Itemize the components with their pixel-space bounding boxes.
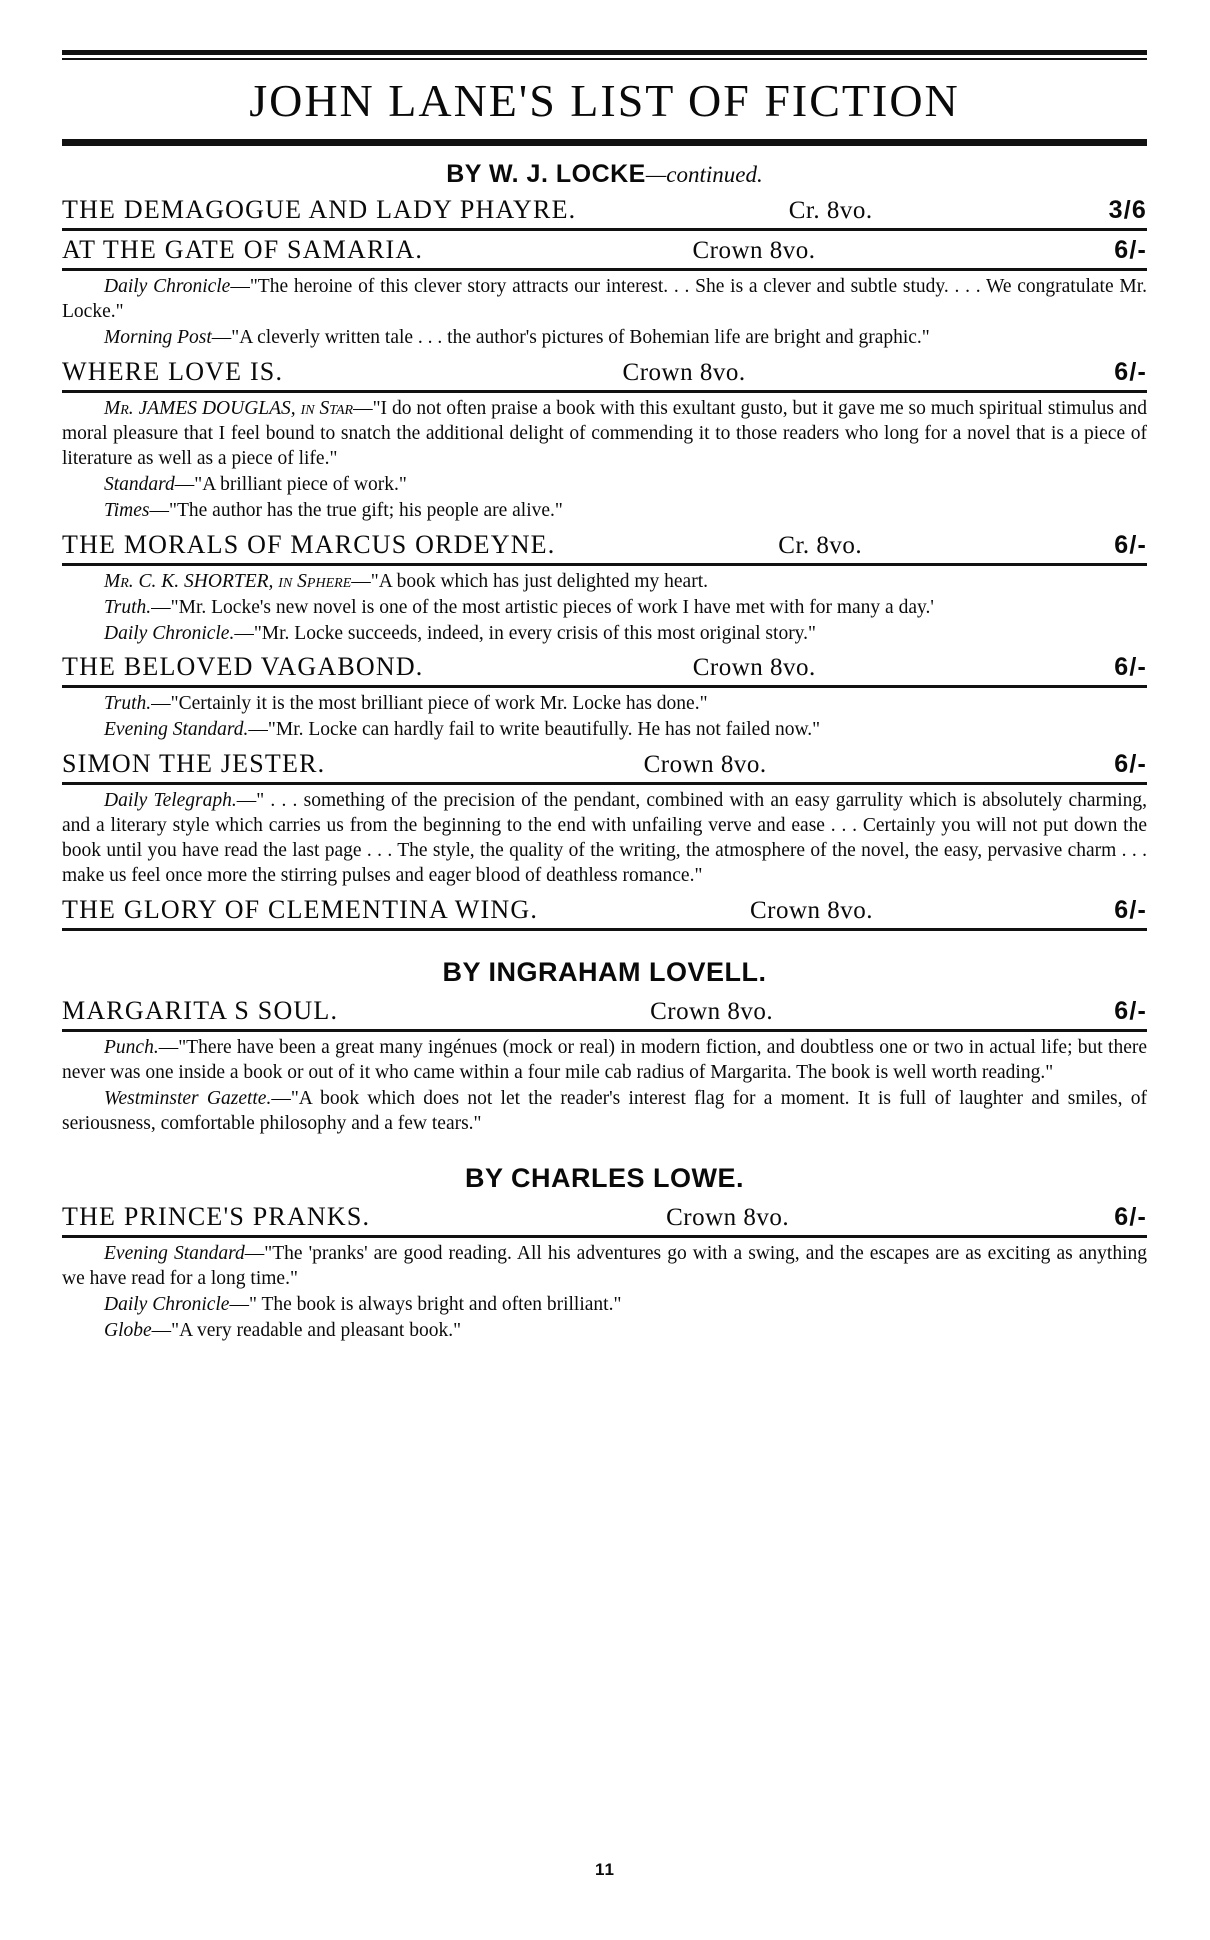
- review-quote: [62, 326, 1147, 351]
- book-format: Cr. 8vo.: [778, 531, 863, 559]
- quote-text: —" . . . something of the precision of the pendant, combined with an easy garrulity which is absolutely charming, and a literary style which carries us from the beginning to the end with unfailing verve and ease . . . Certainly you will not put down the book until you have read the last page . . . The style, the quality of the writing, the atmosphere of the novel, the easy, pervasive charm . . . make us feel once more the stirring pulses and eager blood of deathless romance.": [62, 790, 1147, 887]
- book-entry-simon-the-jester: [62, 749, 1147, 785]
- book-title: MARGARITA S SOUL.: [62, 996, 339, 1026]
- quote-source: Daily Telegraph.: [104, 790, 237, 812]
- quote-text: —"The 'pranks' are good reading. All his adventures go with a swing, and the escapes are as exciting as anything we have read for a long time.": [62, 1243, 1147, 1289]
- quote-source: Daily Chronicle: [104, 1293, 230, 1315]
- quote-source: Daily Chronicle: [104, 276, 231, 297]
- book-entry-samaria: [62, 235, 1147, 271]
- review-quote: [62, 1036, 1147, 1086]
- review-quotes: [62, 692, 1147, 743]
- page-title-text: JOHN LANE'S LIST OF FICTION: [249, 75, 960, 126]
- quote-text: —"A cleverly written tale . . . the author's pictures of Bohemian life are bright and graphic.": [211, 326, 930, 348]
- page-title: [62, 74, 1147, 127]
- book-title: AT THE GATE OF SAMARIA.: [62, 235, 424, 264]
- review-quotes: [62, 1242, 1147, 1344]
- quote-text: —"A book which has just delighted my heart.: [351, 570, 708, 592]
- book-price: 6/-: [1114, 1203, 1147, 1232]
- quote-source: Westminster Gazette.: [104, 1088, 272, 1110]
- author-heading-lovell: [62, 957, 1147, 988]
- quote-text: —"A very readable and pleasant book.": [151, 1319, 462, 1341]
- quote-text: —" The book is always bright and often brilliant.": [229, 1293, 622, 1315]
- book-entry-marcus-ordeyne: [62, 530, 1147, 566]
- quote-text: —"Mr. Locke succeeds, indeed, in every crisis of this most original story.": [234, 622, 817, 644]
- book-entry-beloved-vagabond: [62, 652, 1147, 688]
- header-rule-top: [62, 50, 1147, 55]
- book-format: Crown 8vo.: [692, 654, 816, 682]
- book-price: 6/-: [1114, 236, 1147, 264]
- book-format: Crown 8vo.: [643, 751, 767, 779]
- quote-source: Evening Standard.: [104, 719, 249, 741]
- book-title: THE BELOVED VAGABOND.: [62, 652, 424, 682]
- review-quote: [62, 473, 1147, 498]
- review-quote: [62, 570, 1147, 595]
- book-entry-margaritas-soul: [62, 996, 1147, 1032]
- review-quote: [62, 397, 1147, 472]
- quote-source: Mr. JAMES DOUGLAS, in Star: [104, 397, 354, 419]
- quote-source: Times: [104, 499, 150, 521]
- book-title: THE DEMAGOGUE AND LADY PHAYRE.: [62, 195, 577, 224]
- page-folio: 11: [595, 1860, 615, 1879]
- quote-source: Morning Post: [104, 326, 212, 348]
- book-entry-demagogue: [62, 195, 1147, 231]
- book-title: WHERE LOVE IS.: [62, 356, 284, 386]
- book-format: Crown 8vo.: [692, 237, 816, 264]
- quote-text: —"Certainly it is the most brilliant piece of work Mr. Locke has done.": [151, 693, 708, 715]
- review-quote: [62, 718, 1147, 743]
- quote-source: Mr. C. K. SHORTER, in Sphere: [104, 570, 352, 592]
- book-format: Crown 8vo.: [750, 897, 874, 925]
- quote-text: —"The heroine of this clever story attracts our interest. . . She is a clever and subtle study. . . . We congratulate Mr. Locke.": [62, 276, 1148, 322]
- review-quote: [62, 1242, 1147, 1292]
- quote-source: Daily Chronicle.: [104, 622, 235, 644]
- author-name: BY INGRAHAM LOVELL.: [442, 957, 767, 988]
- review-quotes: [62, 789, 1147, 889]
- book-price: 3/6: [1108, 196, 1147, 224]
- review-quotes: [62, 570, 1147, 647]
- review-quote: [62, 275, 1147, 325]
- book-entry-princes-pranks: [62, 1202, 1147, 1238]
- quote-text: —"A book which does not let the reader's interest flag for a moment. It is full of laughter and smiles, of seriousness, comfortable philosophy and a few tears.": [62, 1088, 1147, 1135]
- review-quotes: [62, 397, 1147, 524]
- quote-source: Punch.: [104, 1037, 159, 1059]
- quote-text: —"I do not often praise a book with this exultant gusto, but it gave me so much spiritual stimulus and moral pleasure that I feel bound to snatch the additional delight of commending it to those readers who long for a novel that is a piece of literature as well as a piece of life.": [62, 397, 1147, 469]
- book-format: Cr. 8vo.: [788, 197, 873, 224]
- book-entry-where-love-is: [62, 357, 1147, 393]
- review-quote: [62, 789, 1147, 889]
- book-title: SIMON THE JESTER.: [62, 749, 326, 779]
- review-quote: [62, 1293, 1147, 1318]
- header-rule-bottom-thin: [62, 144, 1147, 146]
- review-quotes: [62, 1036, 1147, 1137]
- book-title: THE GLORY OF CLEMENTINA WING.: [62, 895, 539, 925]
- author-continued: —continued.: [645, 162, 763, 187]
- book-title: THE PRINCE'S PRANKS.: [62, 1202, 371, 1232]
- book-title: THE MORALS OF MARCUS ORDEYNE.: [62, 529, 556, 559]
- author-heading-locke: [62, 160, 1147, 189]
- quote-text: —"Mr. Locke can hardly fail to write beautifully. He has not failed now.": [248, 719, 821, 741]
- review-quote: [62, 499, 1147, 524]
- book-price: 6/-: [1114, 750, 1147, 779]
- book-price: 6/-: [1114, 653, 1147, 682]
- header-rule-top-thin: [62, 58, 1147, 60]
- book-price: 6/-: [1114, 896, 1147, 925]
- book-entry-clementina-wing: [62, 895, 1147, 931]
- book-format: Crown 8vo.: [622, 358, 746, 386]
- quote-text: —"The author has the true gift; his people are alive.": [149, 499, 563, 521]
- review-quote: [62, 1087, 1147, 1137]
- quote-source: Truth.: [104, 596, 152, 618]
- review-quotes: [62, 275, 1147, 351]
- review-quote: [62, 596, 1147, 621]
- quote-source: Globe: [104, 1319, 152, 1341]
- quote-source: Truth.: [104, 693, 152, 715]
- quote-source: Standard: [104, 473, 175, 495]
- book-format: Crown 8vo.: [666, 1204, 790, 1232]
- book-price: 6/-: [1114, 530, 1147, 559]
- review-quote: [62, 622, 1147, 647]
- review-quote: [62, 1319, 1147, 1344]
- book-format: Crown 8vo.: [650, 998, 774, 1026]
- author-heading-lowe: [62, 1163, 1147, 1194]
- quote-text: —"There have been a great many ingénues (mock or real) in modern fiction, and doubtless one or two in actual life; but there never was one inside a book or out of it who came within a four mile cab radius of Margarita. The book is well worth reading.": [62, 1037, 1147, 1084]
- quote-source: Evening Standard: [104, 1243, 245, 1265]
- author-name: BY CHARLES LOWE.: [464, 1163, 744, 1194]
- author-name: BY W. J. LOCKE: [446, 160, 646, 188]
- book-price: 6/-: [1114, 997, 1147, 1026]
- review-quote: [62, 692, 1147, 717]
- page-content: [62, 50, 1147, 1350]
- quote-text: —"A brilliant piece of work.": [174, 473, 407, 495]
- quote-text: —"Mr. Locke's new novel is one of the most artistic pieces of work I have met with for many a day.': [151, 596, 934, 618]
- book-price: 6/-: [1114, 357, 1147, 386]
